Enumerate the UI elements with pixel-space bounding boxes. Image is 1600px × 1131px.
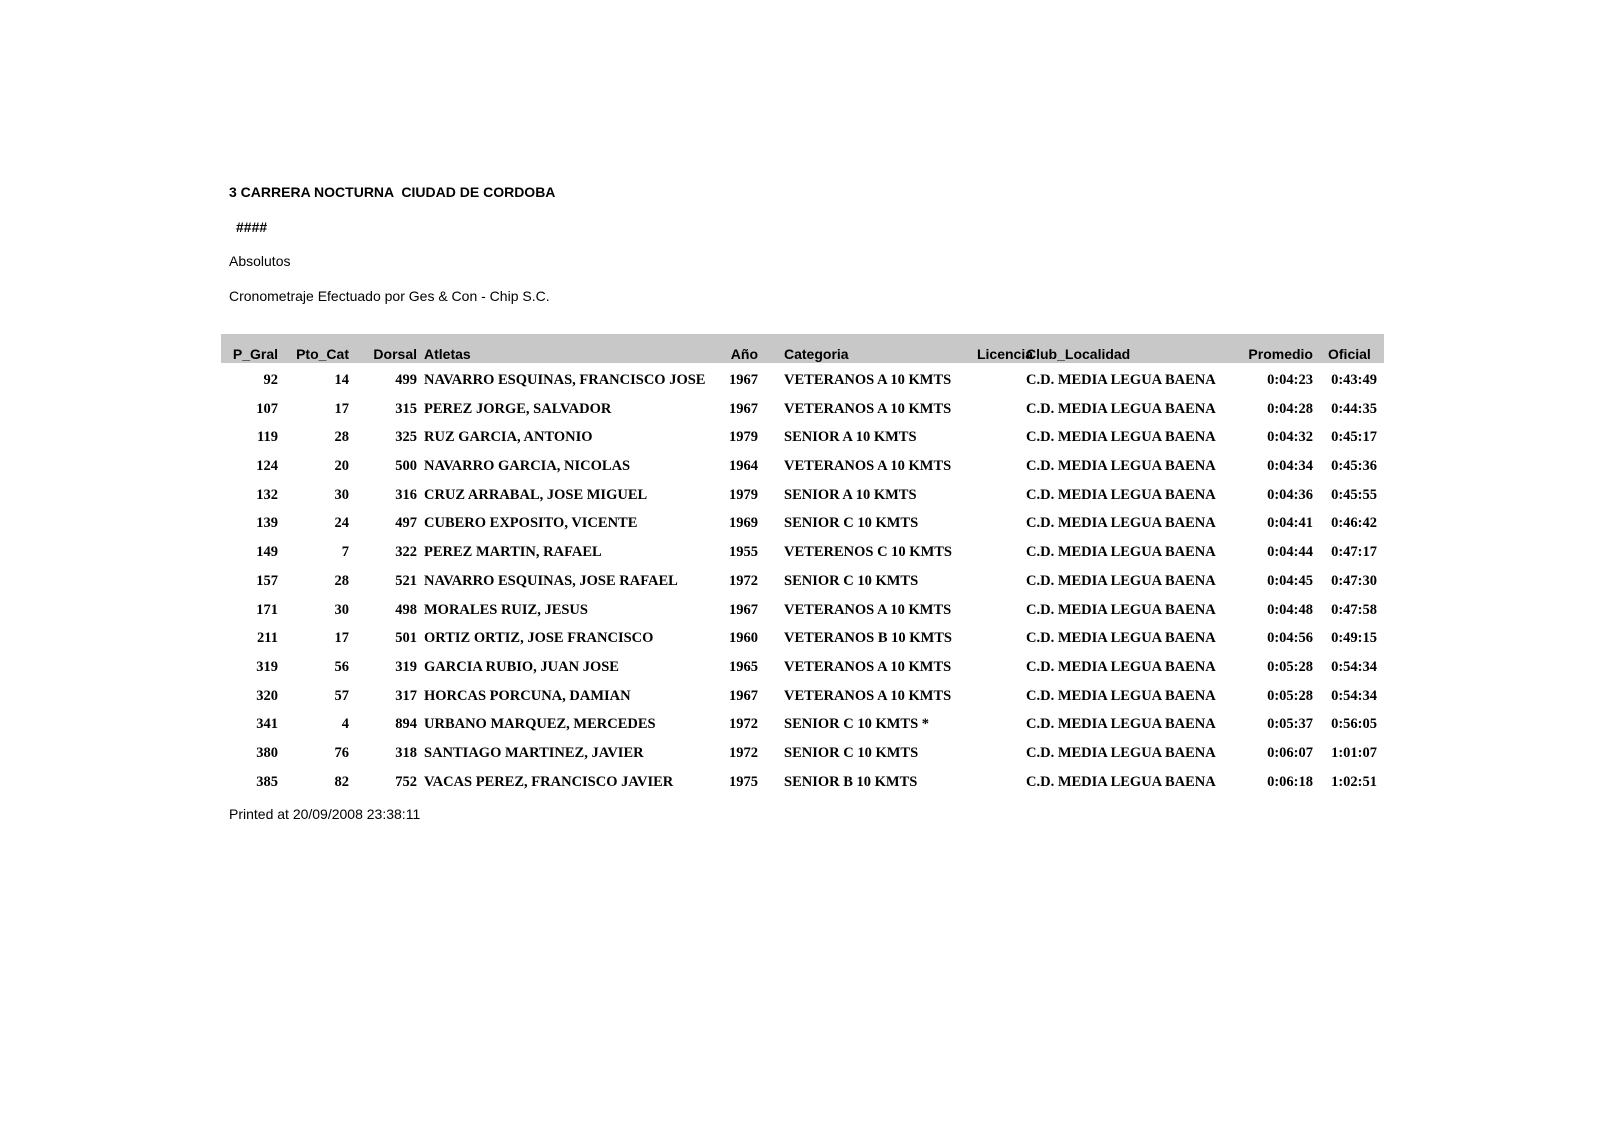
cell-atleta: NAVARRO ESQUINAS, FRANCISCO JOSE <box>424 372 706 388</box>
cell-oficial: 0:44:35 <box>1331 400 1377 417</box>
cell-categoria: SENIOR C 10 KMTS <box>784 572 919 589</box>
cell-ano: 1967 <box>729 687 758 704</box>
cell-ano: 1969 <box>729 515 758 532</box>
cell-pto-cat: 28 <box>334 572 349 589</box>
cell-categoria: SENIOR C 10 KMTS * <box>784 716 930 733</box>
cell-oficial: 1:01:07 <box>1331 744 1377 761</box>
cell-club: C.D. MEDIA LEGUA BAENA <box>1026 458 1216 475</box>
table-row <box>221 743 1384 772</box>
cell-atleta: PEREZ MARTIN, RAFAEL <box>424 544 602 561</box>
cell-ano: 1979 <box>729 429 758 446</box>
header-pto-cat: Pto_Cat <box>296 346 349 362</box>
table-row <box>221 485 1384 514</box>
cell-atleta: SANTIAGO MARTINEZ, JAVIER <box>424 744 644 761</box>
cell-ano: 1960 <box>729 630 758 647</box>
cell-categoria: VETERANOS A 10 KMTS <box>784 601 952 618</box>
cell-dorsal: 318 <box>395 744 417 761</box>
cell-atleta: NAVARRO GARCIA, NICOLAS <box>424 458 631 475</box>
cell-promedio: 0:04:32 <box>1267 429 1313 446</box>
cell-club: C.D. MEDIA LEGUA BAENA <box>1026 601 1216 618</box>
cell-categoria: SENIOR C 10 KMTS <box>784 744 919 761</box>
cell-dorsal: 752 <box>395 773 417 790</box>
cell-ano: 1972 <box>729 716 758 733</box>
cell-atleta: HORCAS PORCUNA, DAMIAN <box>424 687 631 704</box>
cell-categoria: VETERANOS B 10 KMTS <box>784 630 952 647</box>
cell-atleta: MORALES RUIZ, JESUS <box>424 601 588 618</box>
cell-dorsal: 521 <box>395 572 417 589</box>
cell-promedio: 0:04:44 <box>1267 544 1313 561</box>
cell-p-gral: 171 <box>256 601 278 618</box>
printed-timestamp: Printed at 20/09/2008 23:38:11 <box>229 806 421 822</box>
cell-dorsal: 315 <box>395 400 417 417</box>
cell-categoria: VETERANOS A 10 KMTS <box>784 658 952 675</box>
cell-ano: 1972 <box>729 744 758 761</box>
cell-promedio: 0:04:28 <box>1267 400 1313 417</box>
cell-club: C.D. MEDIA LEGUA BAENA <box>1026 687 1216 704</box>
cell-atleta: VACAS PEREZ, FRANCISCO JAVIER <box>424 773 674 790</box>
cell-promedio: 0:04:36 <box>1267 486 1313 503</box>
table-row <box>221 399 1384 428</box>
cell-p-gral: 92 <box>263 372 278 388</box>
cell-pto-cat: 17 <box>334 630 349 647</box>
cell-dorsal: 499 <box>395 372 417 388</box>
cell-p-gral: 139 <box>256 515 278 532</box>
cell-club: C.D. MEDIA LEGUA BAENA <box>1026 716 1216 733</box>
cell-ano: 1967 <box>729 372 758 388</box>
cell-dorsal: 500 <box>395 458 417 475</box>
cell-p-gral: 319 <box>256 658 278 675</box>
table-row <box>221 427 1384 456</box>
cell-oficial: 0:47:17 <box>1331 544 1377 561</box>
cell-p-gral: 211 <box>257 630 278 647</box>
cell-p-gral: 320 <box>256 687 278 704</box>
cell-club: C.D. MEDIA LEGUA BAENA <box>1026 658 1216 675</box>
cell-pto-cat: 82 <box>334 773 349 790</box>
cell-ano: 1965 <box>729 658 758 675</box>
cell-oficial: 0:45:36 <box>1331 458 1377 475</box>
cell-dorsal: 317 <box>395 687 417 704</box>
header-atletas: Atletas <box>424 346 471 362</box>
cell-atleta: CRUZ ARRABAL, JOSE MIGUEL <box>424 486 648 503</box>
cell-oficial: 0:46:42 <box>1331 515 1377 532</box>
header-club: Club_Localidad <box>1026 346 1131 362</box>
cell-atleta: GARCIA RUBIO, JUAN JOSE <box>424 658 619 675</box>
cell-oficial: 1:02:51 <box>1331 773 1377 790</box>
cell-p-gral: 341 <box>256 716 278 733</box>
cell-p-gral: 157 <box>256 572 278 589</box>
cell-promedio: 0:04:48 <box>1267 601 1313 618</box>
cell-atleta: PEREZ JORGE, SALVADOR <box>424 400 612 417</box>
cell-dorsal: 316 <box>395 486 417 503</box>
cell-dorsal: 498 <box>395 601 417 618</box>
cell-pto-cat: 30 <box>334 601 349 618</box>
cell-dorsal: 894 <box>395 716 417 733</box>
cell-promedio: 0:04:23 <box>1267 372 1313 388</box>
cell-promedio: 0:05:28 <box>1267 658 1313 675</box>
table-row <box>221 600 1384 629</box>
cell-promedio: 0:04:45 <box>1267 572 1313 589</box>
cell-categoria: VETERANOS A 10 KMTS <box>784 687 952 704</box>
cell-atleta: CUBERO EXPOSITO, VICENTE <box>424 515 638 532</box>
header-categoria: Categoria <box>784 346 849 362</box>
cell-ano: 1979 <box>729 486 758 503</box>
cell-dorsal: 325 <box>395 429 417 446</box>
cell-ano: 1967 <box>729 601 758 618</box>
cell-oficial: 0:45:55 <box>1331 486 1377 503</box>
cell-ano: 1955 <box>729 544 758 561</box>
cell-oficial: 0:43:49 <box>1331 372 1377 388</box>
cell-promedio: 0:04:34 <box>1267 458 1313 475</box>
cell-categoria: VETERENOS C 10 KMTS <box>784 544 952 561</box>
cell-atleta: ORTIZ ORTIZ, JOSE FRANCISCO <box>424 630 654 647</box>
header-promedio: Promedio <box>1248 346 1313 362</box>
table-row <box>221 772 1384 801</box>
cell-pto-cat: 28 <box>334 429 349 446</box>
cell-club: C.D. MEDIA LEGUA BAENA <box>1026 515 1216 532</box>
cell-pto-cat: 17 <box>334 400 349 417</box>
cell-oficial: 0:47:30 <box>1331 572 1377 589</box>
cell-ano: 1972 <box>729 572 758 589</box>
cell-club: C.D. MEDIA LEGUA BAENA <box>1026 400 1216 417</box>
results-table-body <box>221 370 1384 800</box>
table-row <box>221 714 1384 743</box>
race-title: 3 CARRERA NOCTURNA CIUDAD DE CORDOBA <box>229 184 556 200</box>
table-row <box>221 513 1384 542</box>
header-p-gral: P_Gral <box>232 346 278 362</box>
date-placeholder: #### <box>236 219 268 235</box>
table-row <box>221 542 1384 571</box>
cell-promedio: 0:04:56 <box>1267 630 1313 647</box>
cell-dorsal: 497 <box>395 515 417 532</box>
cell-ano: 1967 <box>729 400 758 417</box>
cell-p-gral: 124 <box>256 458 278 475</box>
table-header <box>221 334 1384 363</box>
cell-categoria: SENIOR A 10 KMTS <box>784 486 917 503</box>
cell-promedio: 0:05:37 <box>1267 716 1313 733</box>
category-label: Absolutos <box>229 253 291 269</box>
cell-categoria: VETERANOS A 10 KMTS <box>784 372 952 388</box>
cell-pto-cat: 14 <box>334 372 349 388</box>
cell-ano: 1964 <box>729 458 758 475</box>
cell-categoria: SENIOR B 10 KMTS <box>784 773 918 790</box>
table-row <box>221 370 1384 399</box>
cell-pto-cat: 76 <box>334 744 349 761</box>
cell-p-gral: 119 <box>257 429 278 446</box>
cell-p-gral: 380 <box>256 744 278 761</box>
cell-pto-cat: 30 <box>334 486 349 503</box>
cell-pto-cat: 56 <box>334 658 349 675</box>
cell-categoria: VETERANOS A 10 KMTS <box>784 458 952 475</box>
cell-dorsal: 319 <box>395 658 417 675</box>
cell-promedio: 0:05:28 <box>1267 687 1313 704</box>
cell-dorsal: 322 <box>395 544 417 561</box>
cell-categoria: SENIOR C 10 KMTS <box>784 515 919 532</box>
table-row <box>221 686 1384 715</box>
header-oficial: Oficial <box>1328 346 1371 362</box>
cell-p-gral: 132 <box>256 486 278 503</box>
cell-pto-cat: 4 <box>341 716 349 733</box>
cell-oficial: 0:54:34 <box>1331 658 1377 675</box>
cell-pto-cat: 24 <box>334 515 349 532</box>
cell-promedio: 0:04:41 <box>1267 515 1313 532</box>
cell-oficial: 0:47:58 <box>1331 601 1377 618</box>
cell-pto-cat: 20 <box>334 458 349 475</box>
header-licencia: Licencia <box>976 346 1033 362</box>
cell-promedio: 0:06:18 <box>1267 773 1313 790</box>
table-row <box>221 628 1384 657</box>
cell-atleta: NAVARRO ESQUINAS, JOSE RAFAEL <box>424 572 678 589</box>
cell-oficial: 0:54:34 <box>1331 687 1377 704</box>
cell-oficial: 0:49:15 <box>1331 630 1377 647</box>
cell-oficial: 0:56:05 <box>1331 716 1377 733</box>
cell-categoria: VETERANOS A 10 KMTS <box>784 400 952 417</box>
table-row <box>221 657 1384 686</box>
table-row <box>221 456 1384 485</box>
cell-club: C.D. MEDIA LEGUA BAENA <box>1026 486 1216 503</box>
cell-p-gral: 385 <box>256 773 278 790</box>
cell-categoria: SENIOR A 10 KMTS <box>784 429 917 446</box>
timing-note: Cronometraje Efectuado por Ges & Con - Chip S.C. <box>229 288 550 304</box>
cell-atleta: RUZ GARCIA, ANTONIO <box>424 429 593 446</box>
cell-p-gral: 107 <box>256 400 278 417</box>
cell-oficial: 0:45:17 <box>1331 429 1377 446</box>
cell-p-gral: 149 <box>256 544 278 561</box>
header-dorsal: Dorsal <box>373 346 417 362</box>
cell-ano: 1975 <box>729 773 758 790</box>
cell-club: C.D. MEDIA LEGUA BAENA <box>1026 630 1216 647</box>
cell-club: C.D. MEDIA LEGUA BAENA <box>1026 429 1216 446</box>
table-row <box>221 571 1384 600</box>
cell-club: C.D. MEDIA LEGUA BAENA <box>1026 744 1216 761</box>
cell-club: C.D. MEDIA LEGUA BAENA <box>1026 372 1216 388</box>
header-ano: Año <box>730 346 758 362</box>
cell-club: C.D. MEDIA LEGUA BAENA <box>1026 544 1216 561</box>
cell-club: C.D. MEDIA LEGUA BAENA <box>1026 773 1216 790</box>
cell-club: C.D. MEDIA LEGUA BAENA <box>1026 572 1216 589</box>
cell-pto-cat: 7 <box>341 544 349 561</box>
cell-pto-cat: 57 <box>334 687 349 704</box>
cell-atleta: URBANO MARQUEZ, MERCEDES <box>424 716 656 733</box>
cell-promedio: 0:06:07 <box>1267 744 1313 761</box>
cell-dorsal: 501 <box>395 630 417 647</box>
